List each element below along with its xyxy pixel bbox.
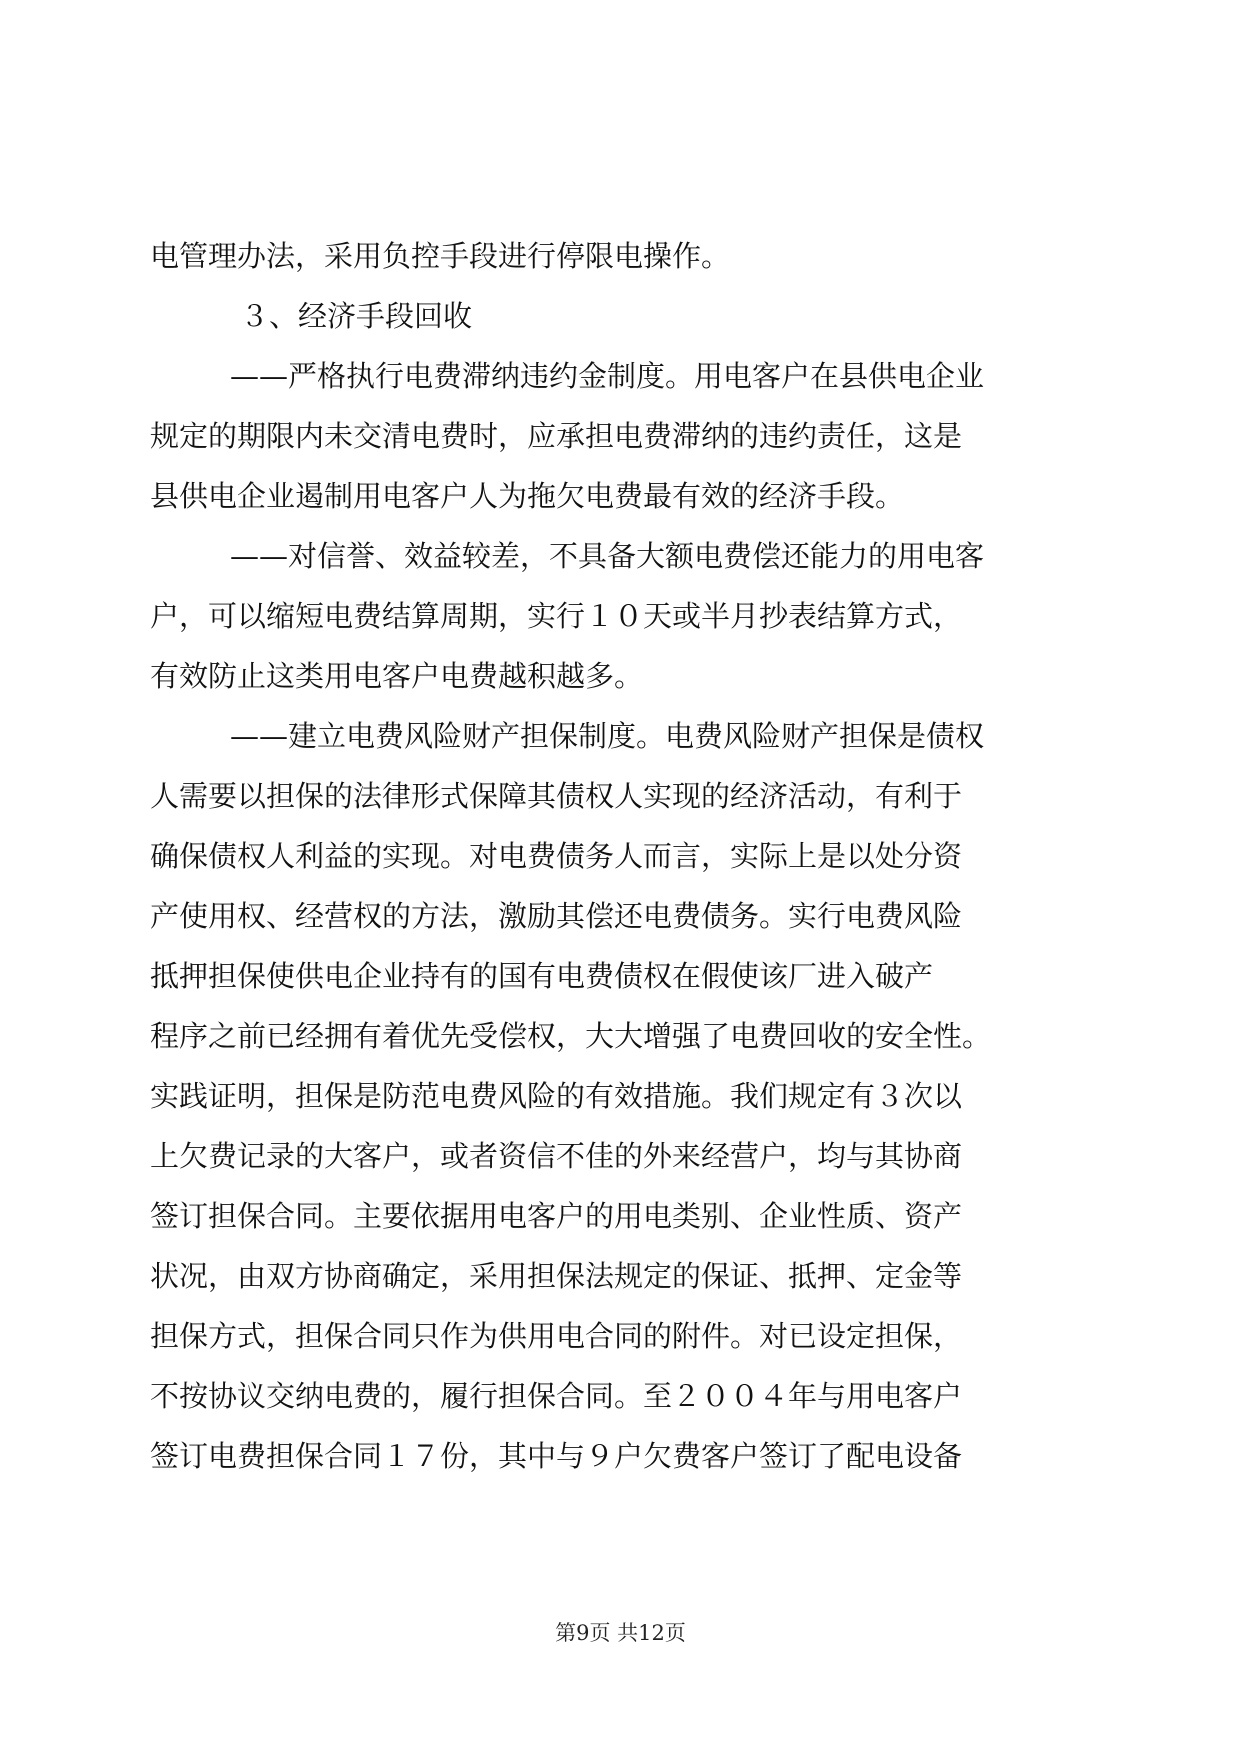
- text-line-5: 县供电企业遏制用电客户人为拖欠电费最有效的经济手段。: [150, 479, 905, 513]
- text-line-15: 实践证明，担保是防范电费风险的有效措施。我们规定有３次以: [150, 1079, 963, 1113]
- text-line-16: 上欠费记录的大客户，或者资信不佳的外来经营户，均与其协商: [150, 1139, 963, 1173]
- text-line-18: 状况，由双方协商确定，采用担保法规定的保证、抵押、定金等: [150, 1259, 963, 1293]
- section-heading: ３、经济手段回收: [240, 299, 473, 333]
- text-line-3: ——严格执行电费滞纳违约金制度。用电客户在县供电企业: [230, 359, 985, 393]
- text-line-11: 确保债权人利益的实现。对电费债务人而言，实际上是以处分资: [150, 839, 963, 873]
- text-line-1: 电管理办法，采用负控手段进行停限电操作。: [150, 239, 731, 273]
- text-line-6: ——对信誉、效益较差，不具备大额电费偿还能力的用电客: [230, 539, 985, 573]
- text-line-19: 担保方式，担保合同只作为供用电合同的附件。对已设定担保，: [150, 1319, 963, 1353]
- text-line-21: 签订电费担保合同１７份，其中与９户欠费客户签订了配电设备: [150, 1439, 963, 1473]
- text-line-17: 签订担保合同。主要依据用电客户的用电类别、企业性质、资产: [150, 1199, 963, 1233]
- text-line-10: 人需要以担保的法律形式保障其债权人实现的经济活动，有利于: [150, 779, 963, 813]
- page-footer: 第9页 共12页: [555, 1621, 686, 1645]
- text-line-4: 规定的期限内未交清电费时，应承担电费滞纳的违约责任，这是: [150, 419, 963, 453]
- text-line-8: 有效防止这类用电客户电费越积越多。: [150, 659, 644, 693]
- text-line-14: 程序之前已经拥有着优先受偿权，大大增强了电费回收的安全性。: [150, 1019, 992, 1053]
- text-line-9: ——建立电费风险财产担保制度。电费风险财产担保是债权: [230, 719, 985, 753]
- text-line-13: 抵押担保使供电企业持有的国有电费债权在假使该厂进入破产: [150, 959, 934, 993]
- text-line-20: 不按协议交纳电费的，履行担保合同。至２００４年与用电客户: [150, 1379, 963, 1413]
- text-line-12: 产使用权、经营权的方法，激励其偿还电费债务。实行电费风险: [150, 899, 963, 933]
- text-line-7: 户，可以缩短电费结算周期，实行１０天或半月抄表结算方式，: [150, 599, 963, 633]
